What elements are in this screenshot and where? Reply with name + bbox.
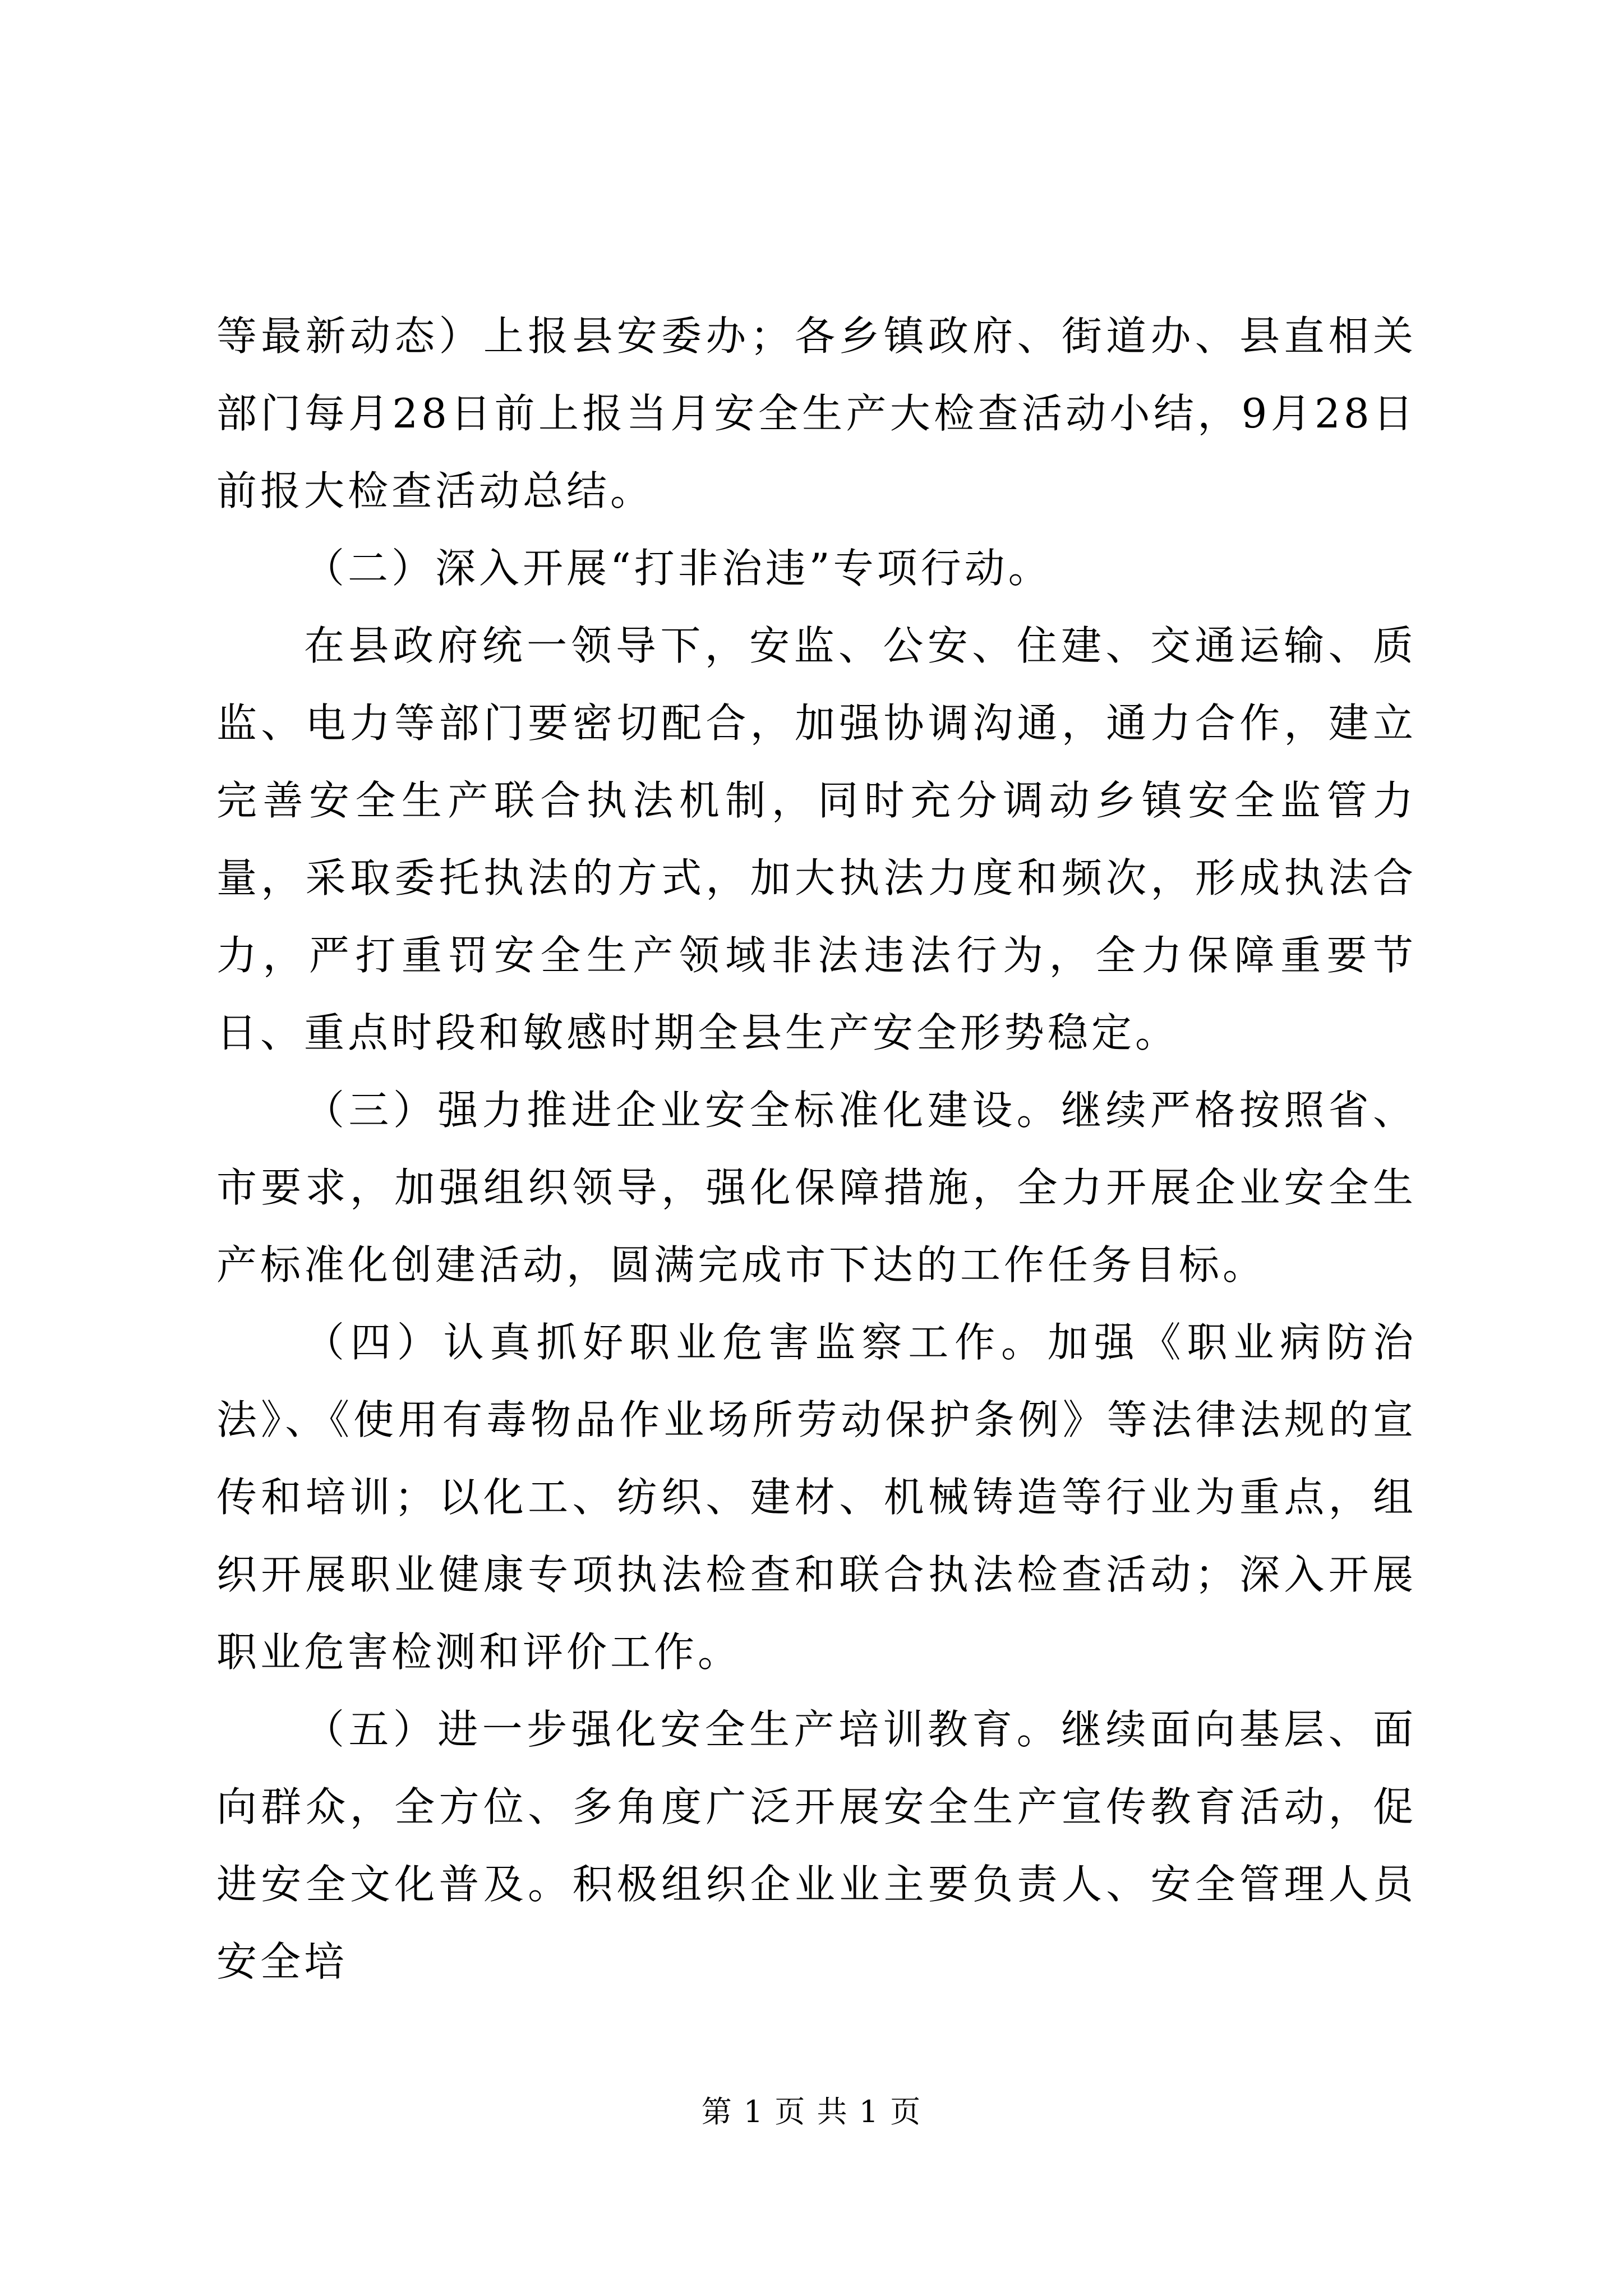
paragraph-5: （四）认真抓好职业危害监察工作。加强《职业病防治法》、《使用有毒物品作业场所劳动保护条例》等法律法规的宣传和培训；以化工、纺织、建材、机械铸造等行业为重点，组织开展职业健康专项执法检查和联合执法检查活动；深入开展职业危害检测和评价工作。 <box>216 1319 1417 1676</box>
paragraph-2-heading: （二）深入开展“打非治违”专项行动。 <box>304 545 1052 592</box>
document-body <box>216 297 1417 2000</box>
paragraph-3: 在县政府统一领导下，安监、公安、住建、交通运输、质监、电力等部门要密切配合，加强协调沟通，通力合作，建立完善安全生产联合执法机制，同时充分调动乡镇安全监管力量，采取委托执法的方式，加大执法力度和频次，形成执法合力，严打重罚安全生产领域非法违法行为，全力保障重要节日、重点时段和敏感时期全县生产安全形势稳定。 <box>216 622 1417 1056</box>
paragraph-6: （五）进一步强化安全生产培训教育。继续面向基层、面向群众，全方位、多角度广泛开展安全生产宣传教育活动，促进安全文化普及。积极组织企业业主要负责人、安全管理人员安全培 <box>216 1706 1417 1985</box>
page-footer: 第 1 页 共 1 页 <box>701 2094 922 2129</box>
paragraph-1: 等最新动态）上报县安委办；各乡镇政府、街道办、县直相关部门每月28日前上报当月安全生产大检查活动小结，9月28日前报大检查活动总结。 <box>216 312 1417 514</box>
paragraph-4: （三）强力推进企业安全标准化建设。继续严格按照省、市要求，加强组织领导，强化保障措施，全力开展企业安全生产标准化创建活动，圆满完成市下达的工作任务目标。 <box>216 1087 1417 1289</box>
